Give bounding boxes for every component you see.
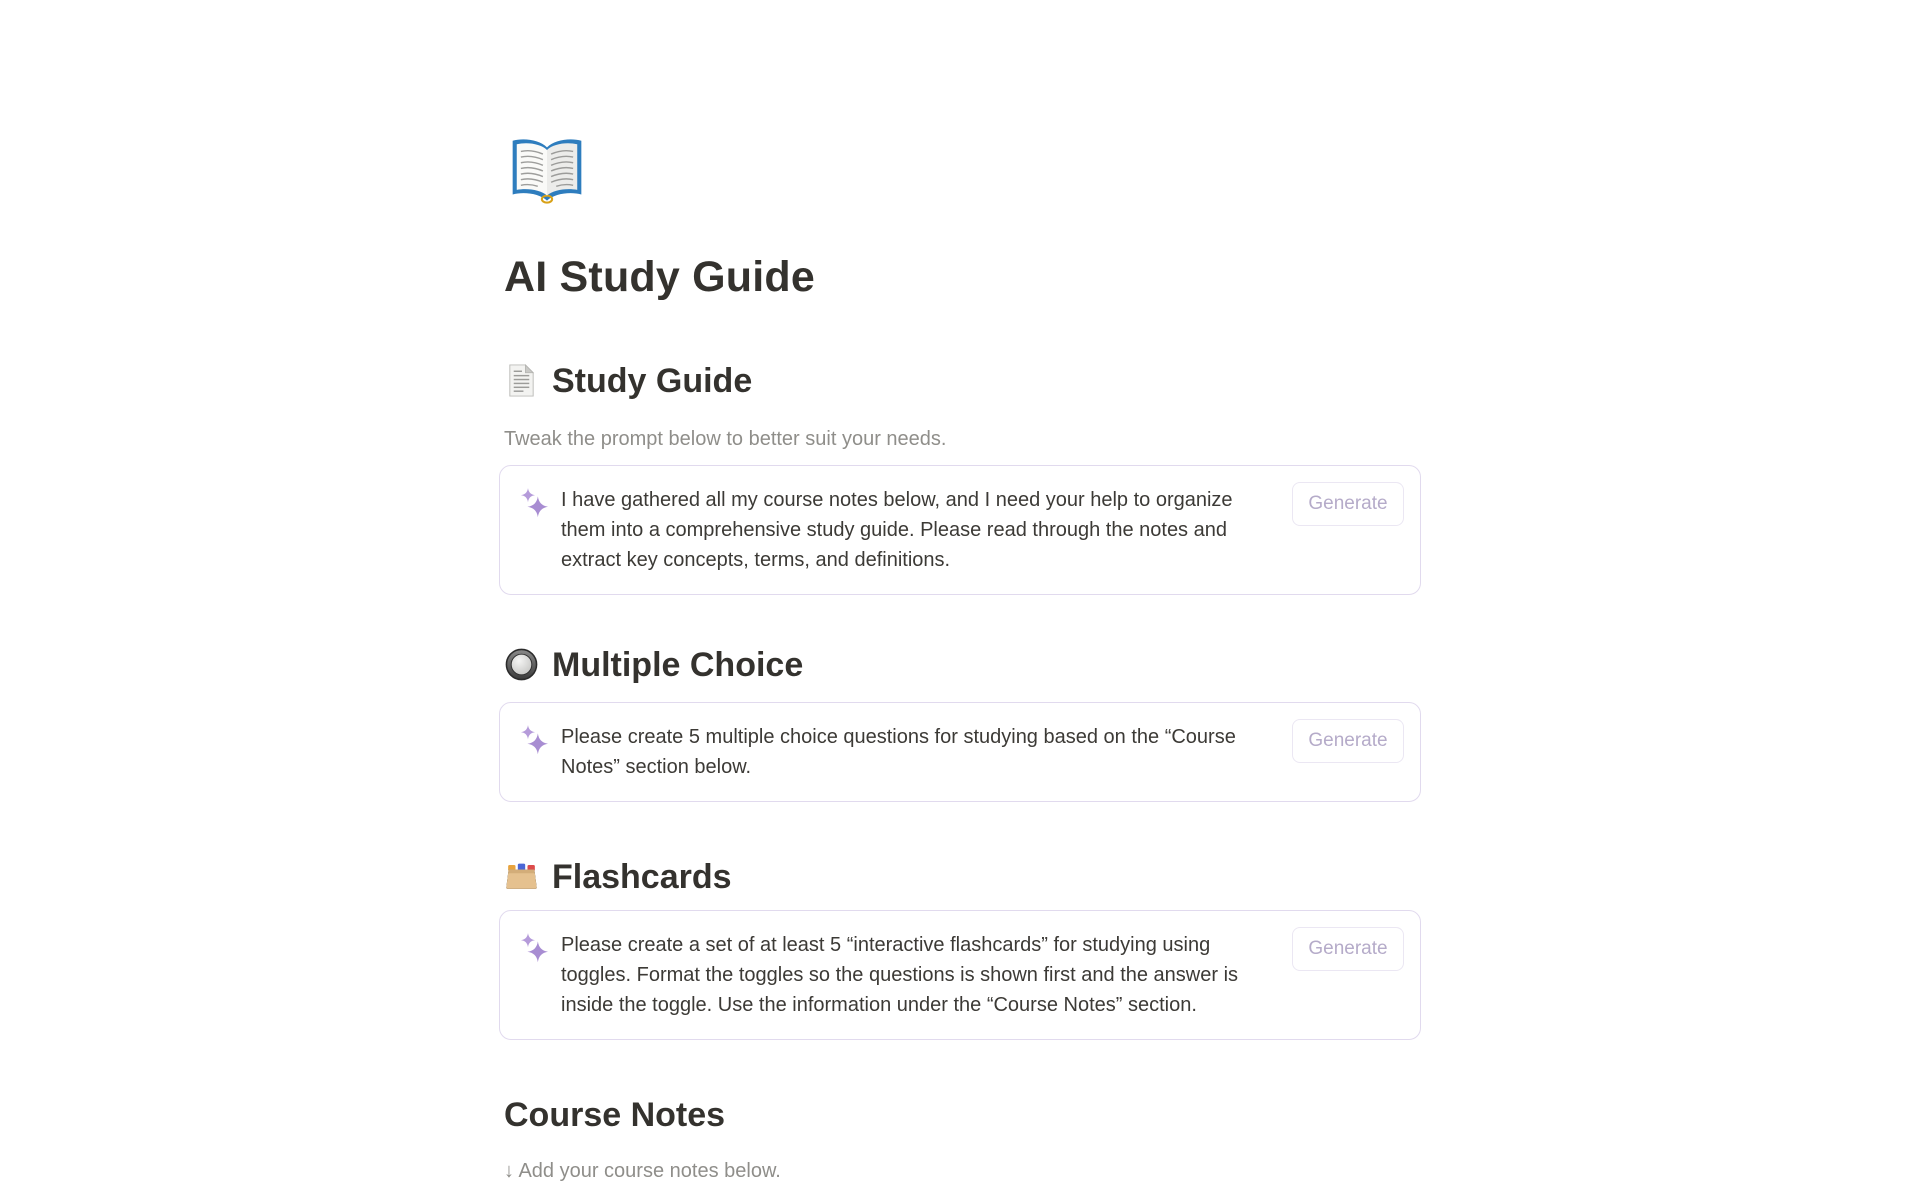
generate-button-flashcards[interactable]: Generate bbox=[1292, 927, 1404, 971]
prompt-text-multiple-choice[interactable]: Please create 5 multiple choice questions for studying based on the “Course Notes” section below. bbox=[561, 725, 1236, 778]
section-heading-study-guide bbox=[504, 360, 1416, 402]
section-title: Course Notes bbox=[504, 1095, 726, 1134]
page-title: AI Study Guide bbox=[504, 253, 815, 301]
prompt-card-flashcards bbox=[499, 910, 1421, 1040]
prompt-card-study-guide bbox=[499, 465, 1421, 595]
section-heading-flashcards bbox=[504, 856, 1416, 898]
prompt-text-flashcards[interactable]: Please create a set of at least 5 “interactive flashcards” for studying using toggles. Format the toggles so the questions is shown first and the answer is inside the toggle. Use the information under the “Course Notes” section. bbox=[561, 933, 1239, 1016]
notion-page bbox=[504, 0, 1416, 1184]
radio-button-icon bbox=[504, 647, 539, 682]
ai-sparkle-icon bbox=[519, 724, 548, 761]
section-title: Study Guide bbox=[552, 361, 753, 400]
prompt-card-multiple-choice bbox=[499, 702, 1421, 802]
ai-sparkle-icon bbox=[519, 932, 548, 969]
section-heading-multiple-choice bbox=[504, 644, 1416, 686]
section-heading-course-notes bbox=[504, 1094, 1416, 1136]
generate-button-study-guide[interactable]: Generate bbox=[1292, 482, 1404, 526]
page-facing-up-icon bbox=[504, 363, 539, 398]
open-book-icon[interactable] bbox=[506, 132, 588, 214]
ai-sparkle-icon bbox=[519, 487, 548, 524]
generate-button-multiple-choice[interactable]: Generate bbox=[1292, 719, 1404, 763]
prompt-text-study-guide[interactable]: I have gathered all my course notes below, and I need your help to organize them into a comprehensive study guide. Please read through the notes and extract key concepts, terms, and definitions. bbox=[561, 488, 1233, 571]
section-title: Flashcards bbox=[552, 857, 732, 896]
section-title: Multiple Choice bbox=[552, 645, 804, 684]
course-notes-hint: ↓ Add your course notes below. bbox=[504, 1159, 781, 1182]
card-index-dividers-icon bbox=[504, 859, 539, 894]
section-subtitle: Tweak the prompt below to better suit your needs. bbox=[504, 427, 947, 450]
